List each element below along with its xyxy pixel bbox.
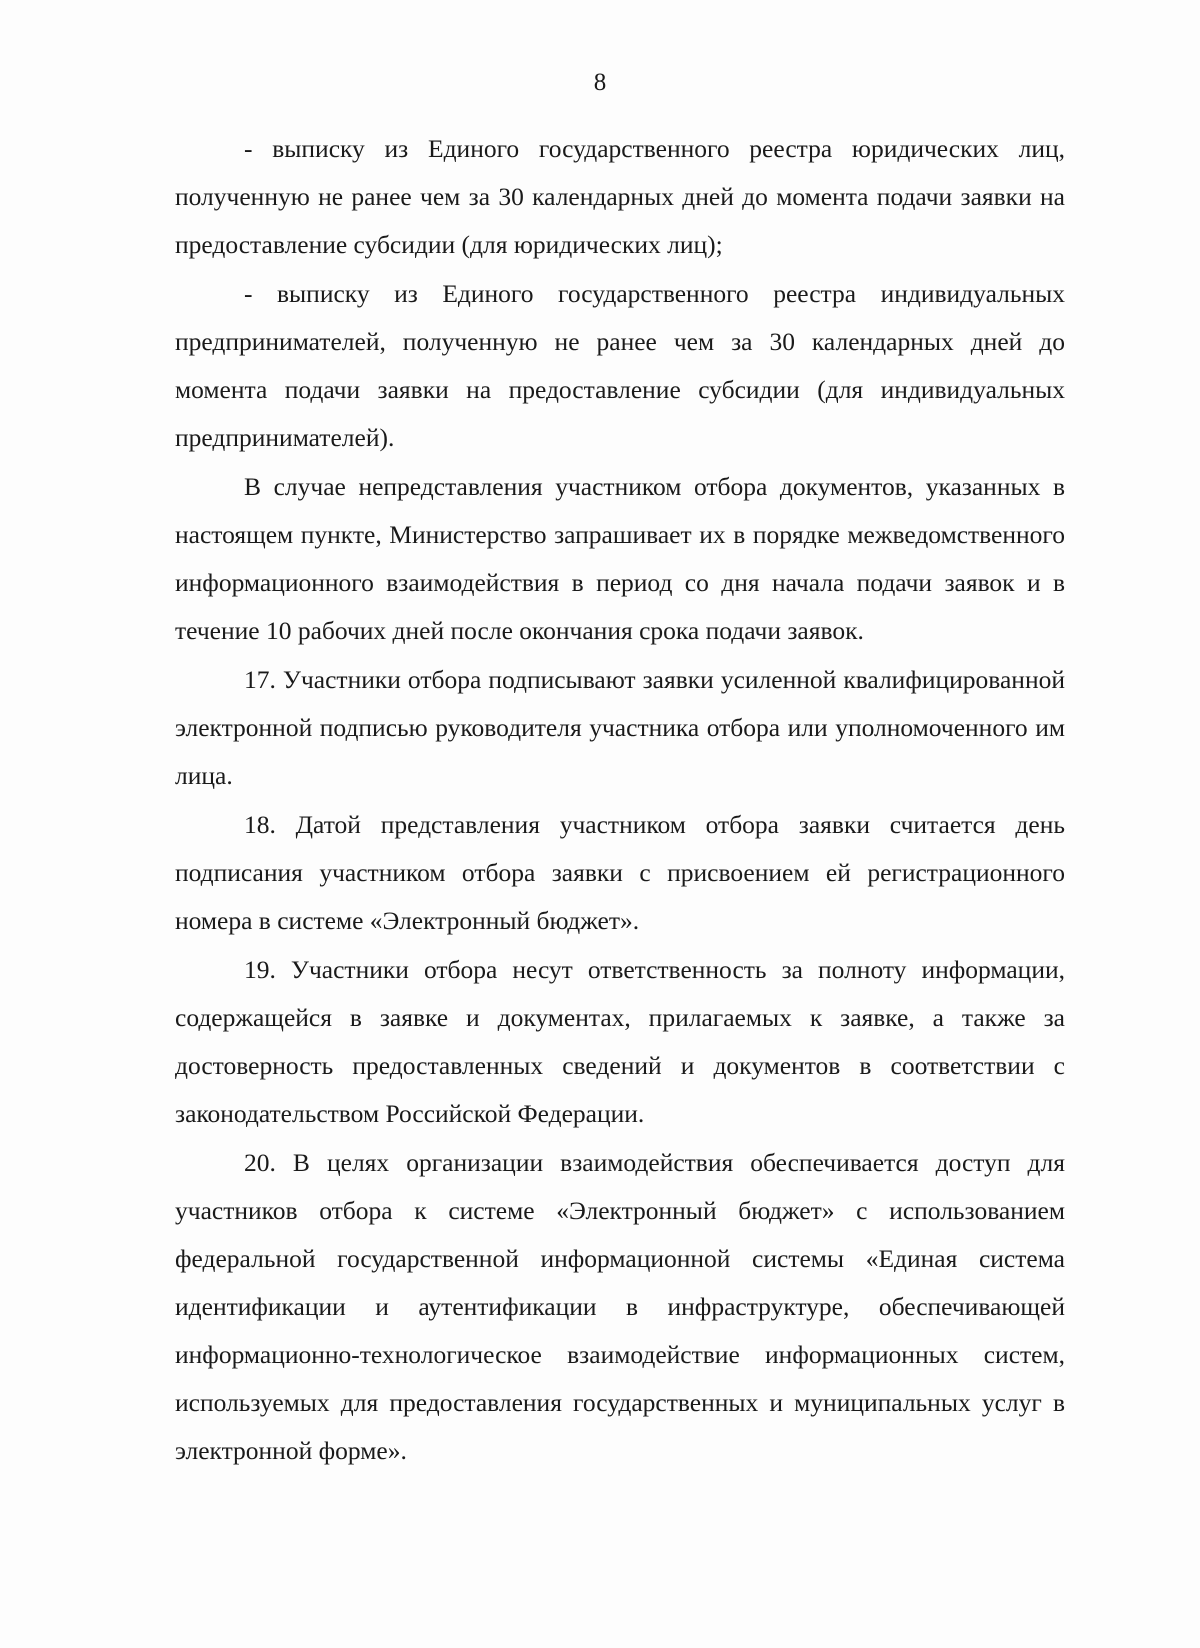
paragraph-item-20: 20. В целях организации взаимодействия обеспечивается доступ для участников отбора к системе «Электронный бюджет» с использованием федеральной государственной информационной системы «Единая система идентификации и аутентификации в инфраструктуре, обеспечивающей информационно-технологическое взаимодействие информационных систем, используемых для предоставления государственных и муниципальных услуг в электронной форме». bbox=[175, 1148, 1065, 1465]
paragraph-item-17: 17. Участники отбора подписывают заявки усиленной квалифицированной электронной подписью руководителя участника отбора или уполномоченного им лица. bbox=[175, 665, 1065, 790]
paragraph-item-19: 19. Участники отбора несут ответственность за полноту информации, содержащейся в заявке и документах, прилагаемых к заявке, а также за достоверность предоставленных сведений и документов в соответствии с законодательством Российской Федерации. bbox=[175, 955, 1065, 1128]
document-body bbox=[175, 125, 1065, 1476]
paragraph-egrip-extract: - выписку из Единого государственного реестра индивидуальных предпринимателей, полученную не ранее чем за 30 календарных дней до момента подачи заявки на предоставление субсидии (для индивидуальных предпринимателей). bbox=[175, 279, 1065, 452]
page-number: 8 bbox=[593, 69, 607, 96]
paragraph-interagency-request: В случае непредставления участником отбора документов, указанных в настоящем пункте, Министерство запрашивает их в порядке межведомственного информационного взаимодействия в период со дня начала подачи заявок и в течение 10 рабочих дней после окончания срока подачи заявок. bbox=[175, 472, 1065, 645]
paragraph-egrul-extract: - выписку из Единого государственного реестра юридических лиц, полученную не ранее чем за 30 календарных дней до момента подачи заявки на предоставление субсидии (для юридических лиц); bbox=[175, 134, 1065, 259]
paragraph-item-18: 18. Датой представления участником отбора заявки считается день подписания участником отбора заявки с присвоением ей регистрационного номера в системе «Электронный бюджет». bbox=[175, 810, 1065, 935]
